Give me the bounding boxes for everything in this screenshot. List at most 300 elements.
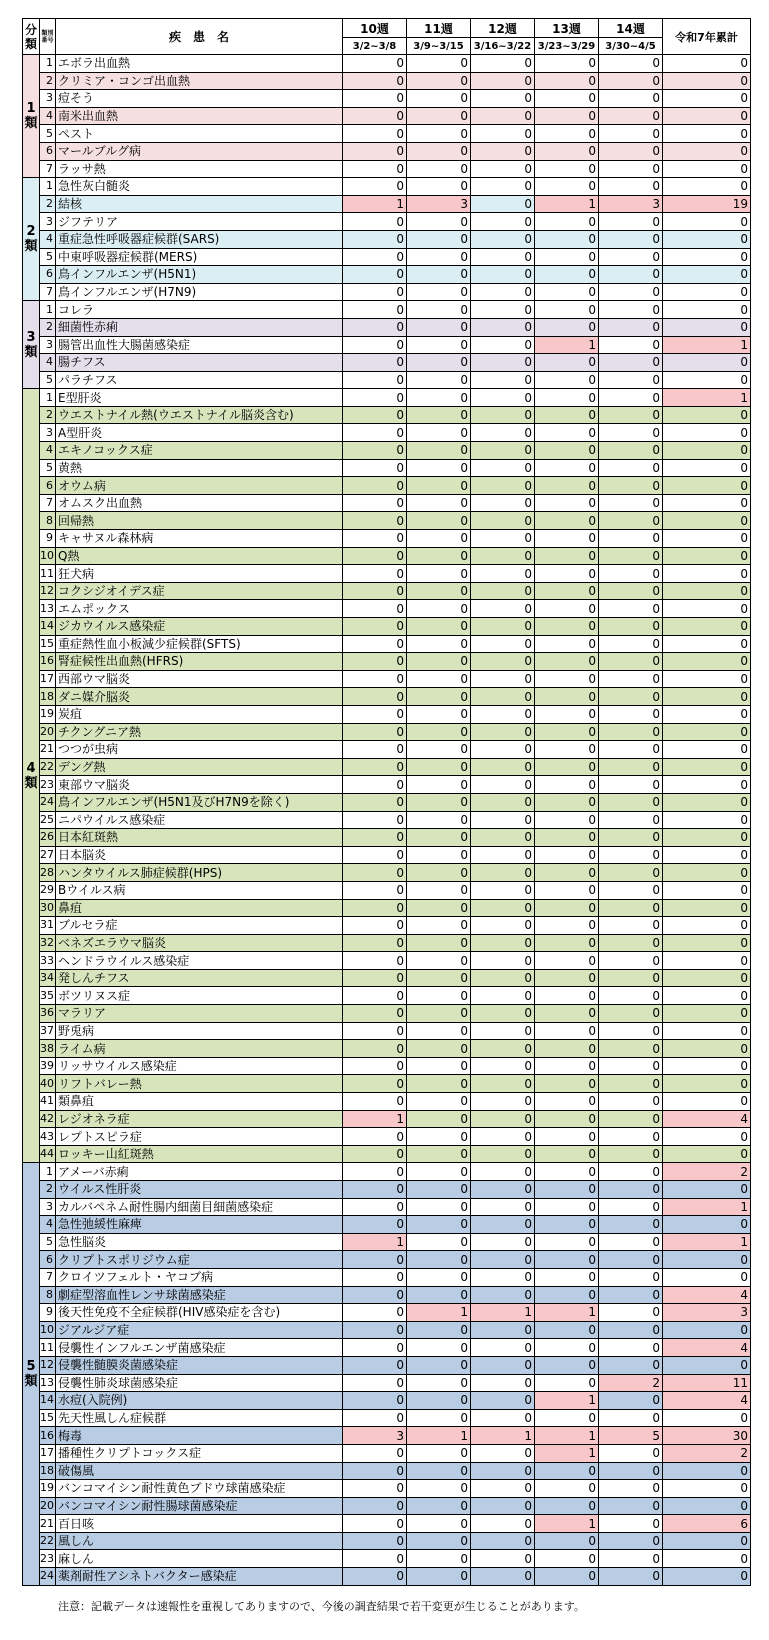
cumulative-total-cell: 0 xyxy=(663,442,751,460)
row-index: 6 xyxy=(40,477,56,495)
row-index: 37 xyxy=(40,1022,56,1040)
row-index: 4 xyxy=(40,230,56,248)
week-count-cell: 0 xyxy=(599,1304,663,1322)
cumulative-total-cell: 0 xyxy=(663,90,751,108)
disease-name: 麻しん xyxy=(56,1550,343,1568)
week-count-cell: 0 xyxy=(471,618,535,636)
week-count-cell: 0 xyxy=(407,354,471,372)
week-count-cell: 0 xyxy=(535,653,599,671)
week-count-cell: 0 xyxy=(535,1268,599,1286)
week-count-cell: 0 xyxy=(407,142,471,160)
week-count-cell: 0 xyxy=(343,1251,407,1269)
row-index: 7 xyxy=(40,1268,56,1286)
week-count-cell: 0 xyxy=(599,178,663,196)
table-row xyxy=(23,1497,751,1515)
table-row xyxy=(23,635,751,653)
week-count-cell: 0 xyxy=(471,952,535,970)
week-count-cell: 0 xyxy=(407,1286,471,1304)
week-count-cell: 0 xyxy=(599,336,663,354)
cumulative-total-cell: 0 xyxy=(663,424,751,442)
week-count-cell: 0 xyxy=(407,688,471,706)
week-count-cell: 0 xyxy=(535,160,599,178)
week-count-cell: 0 xyxy=(407,881,471,899)
row-index: 15 xyxy=(40,1409,56,1427)
row-index: 31 xyxy=(40,917,56,935)
week-count-cell: 0 xyxy=(535,1339,599,1357)
row-index: 25 xyxy=(40,811,56,829)
row-index: 10 xyxy=(40,547,56,565)
cumulative-total-cell: 0 xyxy=(663,741,751,759)
row-index: 23 xyxy=(40,776,56,794)
week-count-cell: 1 xyxy=(407,1427,471,1445)
week-count-cell: 0 xyxy=(599,952,663,970)
week-count-cell: 0 xyxy=(407,1392,471,1410)
cumulative-total-cell: 0 xyxy=(663,1075,751,1093)
week-count-cell: 0 xyxy=(535,125,599,143)
week-count-cell: 0 xyxy=(599,354,663,372)
week-count-cell: 0 xyxy=(599,283,663,301)
week-count-cell: 0 xyxy=(343,301,407,319)
cumulative-total-cell: 0 xyxy=(663,213,751,231)
week-count-cell: 0 xyxy=(407,248,471,266)
week-count-cell: 0 xyxy=(471,389,535,407)
row-index: 5 xyxy=(40,1233,56,1251)
week-count-cell: 0 xyxy=(599,55,663,73)
cumulative-total-cell: 1 xyxy=(663,389,751,407)
week-count-cell: 0 xyxy=(343,336,407,354)
table-row xyxy=(23,1304,751,1322)
disease-name: パラチフス xyxy=(56,371,343,389)
week-count-cell: 0 xyxy=(343,1075,407,1093)
week-count-cell: 0 xyxy=(535,1409,599,1427)
week-count-cell: 0 xyxy=(471,1462,535,1480)
table-row xyxy=(23,1356,751,1374)
week-11-range: 3/9~3/15 xyxy=(407,38,471,55)
week-count-cell: 0 xyxy=(407,969,471,987)
week-count-cell: 0 xyxy=(471,1568,535,1586)
week-count-cell: 0 xyxy=(343,741,407,759)
disease-name: 野兎病 xyxy=(56,1022,343,1040)
week-count-cell: 0 xyxy=(599,670,663,688)
week-count-cell: 0 xyxy=(535,90,599,108)
week-count-cell: 0 xyxy=(471,1286,535,1304)
row-index: 4 xyxy=(40,354,56,372)
row-index: 14 xyxy=(40,618,56,636)
cumulative-total-cell: 0 xyxy=(663,1497,751,1515)
week-count-cell: 0 xyxy=(471,107,535,125)
week-count-cell: 0 xyxy=(599,1005,663,1023)
week-count-cell: 0 xyxy=(535,1145,599,1163)
row-index: 9 xyxy=(40,1304,56,1322)
week-count-cell: 0 xyxy=(471,811,535,829)
cumulative-total-cell: 0 xyxy=(663,1128,751,1146)
week-count-cell: 0 xyxy=(471,723,535,741)
disease-name: 播種性クリプトコックス症 xyxy=(56,1444,343,1462)
disease-name: マラリア xyxy=(56,1005,343,1023)
week-count-cell: 0 xyxy=(599,1110,663,1128)
week-count-cell: 0 xyxy=(535,266,599,284)
week-count-cell: 0 xyxy=(407,600,471,618)
week-count-cell: 0 xyxy=(599,1480,663,1498)
disease-name: 重症熱性血小板減少症候群(SFTS) xyxy=(56,635,343,653)
week-count-cell: 0 xyxy=(535,230,599,248)
week-count-cell: 0 xyxy=(407,1550,471,1568)
week-count-cell: 0 xyxy=(471,864,535,882)
table-row xyxy=(23,1216,751,1234)
week-count-cell: 0 xyxy=(343,90,407,108)
week-count-cell: 0 xyxy=(343,600,407,618)
week-count-cell: 0 xyxy=(407,318,471,336)
table-row xyxy=(23,512,751,530)
week-count-cell: 0 xyxy=(407,1268,471,1286)
disease-name: レジオネラ症 xyxy=(56,1110,343,1128)
row-index: 13 xyxy=(40,1374,56,1392)
week-count-cell: 0 xyxy=(471,741,535,759)
row-index: 16 xyxy=(40,1427,56,1445)
row-index: 8 xyxy=(40,1286,56,1304)
table-row xyxy=(23,477,751,495)
week-count-cell: 0 xyxy=(343,1128,407,1146)
week-count-cell: 0 xyxy=(407,389,471,407)
table-row xyxy=(23,829,751,847)
week-count-cell: 0 xyxy=(535,1022,599,1040)
cumulative-total-cell: 4 xyxy=(663,1110,751,1128)
row-index: 18 xyxy=(40,688,56,706)
week-count-cell: 0 xyxy=(407,1444,471,1462)
week-count-cell: 0 xyxy=(343,1497,407,1515)
week-count-cell: 0 xyxy=(407,793,471,811)
row-index: 42 xyxy=(40,1110,56,1128)
week-count-cell: 0 xyxy=(471,1532,535,1550)
cumulative-total-cell: 0 xyxy=(663,283,751,301)
week-count-cell: 0 xyxy=(471,72,535,90)
week-count-cell: 0 xyxy=(471,1392,535,1410)
week-count-cell: 0 xyxy=(343,1216,407,1234)
week-count-cell: 0 xyxy=(471,829,535,847)
disease-name: 黄熱 xyxy=(56,459,343,477)
category-cell: 4類 xyxy=(23,389,40,1163)
cumulative-total-cell: 0 xyxy=(663,917,751,935)
row-index: 8 xyxy=(40,512,56,530)
week-count-cell: 0 xyxy=(535,1321,599,1339)
cumulative-total-cell: 0 xyxy=(663,952,751,970)
week-count-cell: 0 xyxy=(471,1163,535,1181)
week-count-cell: 0 xyxy=(343,283,407,301)
disease-name: Bウイルス病 xyxy=(56,881,343,899)
row-index: 5 xyxy=(40,125,56,143)
week-count-cell: 0 xyxy=(471,635,535,653)
table-row xyxy=(23,934,751,952)
week-count-cell: 0 xyxy=(535,793,599,811)
week-count-cell: 0 xyxy=(599,530,663,548)
week-count-cell: 0 xyxy=(535,459,599,477)
week-count-cell: 0 xyxy=(471,776,535,794)
week-count-cell: 0 xyxy=(343,1480,407,1498)
week-count-cell: 0 xyxy=(535,670,599,688)
row-index: 12 xyxy=(40,582,56,600)
disease-name: 腎症候性出血熱(HFRS) xyxy=(56,653,343,671)
disease-name: ブルセラ症 xyxy=(56,917,343,935)
week-count-cell: 0 xyxy=(535,442,599,460)
week-count-cell: 0 xyxy=(599,318,663,336)
disease-name: ロッキー山紅斑熱 xyxy=(56,1145,343,1163)
disease-name: E型肝炎 xyxy=(56,389,343,407)
disease-name: ウイルス性肝炎 xyxy=(56,1181,343,1199)
week-count-cell: 0 xyxy=(407,1093,471,1111)
week-count-cell: 0 xyxy=(407,477,471,495)
week-count-cell: 0 xyxy=(535,864,599,882)
week-count-cell: 0 xyxy=(535,600,599,618)
week-count-cell: 0 xyxy=(343,1392,407,1410)
week-count-cell: 0 xyxy=(599,1268,663,1286)
disease-name: 侵襲性インフルエンザ菌感染症 xyxy=(56,1339,343,1357)
week-count-cell: 0 xyxy=(407,1497,471,1515)
week-count-cell: 0 xyxy=(343,1339,407,1357)
week-count-cell: 0 xyxy=(535,107,599,125)
disease-report-table xyxy=(22,18,751,1586)
disease-name: クリプトスポリジウム症 xyxy=(56,1251,343,1269)
disease-name: ジアルジア症 xyxy=(56,1321,343,1339)
week-count-cell: 0 xyxy=(407,547,471,565)
disease-name: 梅毒 xyxy=(56,1427,343,1445)
week-count-cell: 0 xyxy=(599,776,663,794)
week-count-cell: 0 xyxy=(407,565,471,583)
row-index: 24 xyxy=(40,793,56,811)
week-count-cell: 0 xyxy=(599,917,663,935)
week-count-cell: 0 xyxy=(471,1110,535,1128)
week-count-cell: 0 xyxy=(343,1163,407,1181)
week-count-cell: 0 xyxy=(471,1374,535,1392)
cumulative-total-cell: 2 xyxy=(663,1444,751,1462)
table-row xyxy=(23,1057,751,1075)
week-count-cell: 0 xyxy=(535,1374,599,1392)
week-count-cell: 0 xyxy=(599,1392,663,1410)
week-count-cell: 0 xyxy=(471,318,535,336)
disease-name: ダニ媒介脳炎 xyxy=(56,688,343,706)
week-count-cell: 0 xyxy=(599,881,663,899)
week-count-cell: 0 xyxy=(407,811,471,829)
disease-name: 中東呼吸器症候群(MERS) xyxy=(56,248,343,266)
week-count-cell: 0 xyxy=(471,55,535,73)
week-count-cell: 0 xyxy=(471,1356,535,1374)
cumulative-total-cell: 0 xyxy=(663,1145,751,1163)
week-count-cell: 0 xyxy=(535,582,599,600)
week-10-header: 10週 xyxy=(343,19,407,38)
row-index: 11 xyxy=(40,565,56,583)
table-row xyxy=(23,1515,751,1533)
cumulative-total-cell: 0 xyxy=(663,618,751,636)
week-count-cell: 0 xyxy=(407,1040,471,1058)
week-count-cell: 0 xyxy=(343,635,407,653)
row-index: 6 xyxy=(40,142,56,160)
row-index: 30 xyxy=(40,899,56,917)
table-row xyxy=(23,846,751,864)
row-index: 17 xyxy=(40,670,56,688)
week-count-cell: 0 xyxy=(471,1497,535,1515)
table-row xyxy=(23,1040,751,1058)
week-count-cell: 0 xyxy=(599,758,663,776)
week-count-cell: 0 xyxy=(599,1057,663,1075)
week-count-cell: 0 xyxy=(535,547,599,565)
cumulative-total-cell: 0 xyxy=(663,758,751,776)
week-count-cell: 1 xyxy=(471,1427,535,1445)
week-count-cell: 0 xyxy=(599,600,663,618)
week-count-cell: 0 xyxy=(599,424,663,442)
week-count-cell: 0 xyxy=(535,248,599,266)
week-count-cell: 0 xyxy=(343,670,407,688)
week-count-cell: 0 xyxy=(599,1462,663,1480)
week-count-cell: 0 xyxy=(599,1409,663,1427)
week-count-cell: 1 xyxy=(343,1110,407,1128)
disease-name: マールブルグ病 xyxy=(56,142,343,160)
week-count-cell: 0 xyxy=(343,1198,407,1216)
week-count-cell: 0 xyxy=(599,512,663,530)
week-count-cell: 0 xyxy=(599,494,663,512)
row-index: 40 xyxy=(40,1075,56,1093)
week-count-cell: 0 xyxy=(343,811,407,829)
week-count-cell: 0 xyxy=(343,512,407,530)
disease-name: 鳥インフルエンザ(H7N9) xyxy=(56,283,343,301)
week-count-cell: 0 xyxy=(343,371,407,389)
week-count-cell: 0 xyxy=(535,55,599,73)
table-row xyxy=(23,266,751,284)
week-count-cell: 0 xyxy=(471,90,535,108)
cumulative-total-cell: 0 xyxy=(663,107,751,125)
table-row xyxy=(23,90,751,108)
week-count-cell: 0 xyxy=(535,934,599,952)
row-index: 3 xyxy=(40,213,56,231)
week-count-cell: 0 xyxy=(343,952,407,970)
disease-name: 回帰熱 xyxy=(56,512,343,530)
week-count-cell: 0 xyxy=(343,899,407,917)
week-count-cell: 0 xyxy=(471,670,535,688)
row-index: 36 xyxy=(40,1005,56,1023)
table-row xyxy=(23,459,751,477)
table-row xyxy=(23,758,751,776)
row-index: 26 xyxy=(40,829,56,847)
week-count-cell: 0 xyxy=(535,1251,599,1269)
row-index: 19 xyxy=(40,1480,56,1498)
cumulative-total-cell: 0 xyxy=(663,1093,751,1111)
week-count-cell: 0 xyxy=(599,705,663,723)
week-count-cell: 0 xyxy=(471,178,535,196)
row-index: 24 xyxy=(40,1568,56,1586)
week-count-cell: 0 xyxy=(471,1022,535,1040)
cumulative-total-cell: 0 xyxy=(663,811,751,829)
table-row xyxy=(23,1005,751,1023)
week-count-cell: 0 xyxy=(471,230,535,248)
week-count-cell: 0 xyxy=(599,1022,663,1040)
table-row xyxy=(23,371,751,389)
week-count-cell: 0 xyxy=(471,1480,535,1498)
week-count-cell: 0 xyxy=(471,969,535,987)
week-count-cell: 0 xyxy=(535,1233,599,1251)
week-13-header: 13週 xyxy=(535,19,599,38)
row-index: 7 xyxy=(40,283,56,301)
footnote: 注意：記載データは速報性を重視してありますので、今後の調査結果で若干変更が生じることがあります。 xyxy=(58,1600,585,1613)
cumulative-total-cell: 0 xyxy=(663,793,751,811)
week-count-cell: 0 xyxy=(599,1515,663,1533)
week-count-cell: 0 xyxy=(343,178,407,196)
cumulative-total-cell: 0 xyxy=(663,723,751,741)
week-count-cell: 0 xyxy=(599,125,663,143)
week-count-cell: 0 xyxy=(599,1040,663,1058)
week-count-cell: 0 xyxy=(343,125,407,143)
row-index: 34 xyxy=(40,969,56,987)
week-count-cell: 0 xyxy=(599,1198,663,1216)
week-count-cell: 0 xyxy=(599,688,663,706)
week-count-cell: 0 xyxy=(599,213,663,231)
week-count-cell: 0 xyxy=(407,1321,471,1339)
table-row xyxy=(23,318,751,336)
week-count-cell: 0 xyxy=(471,1128,535,1146)
disease-name: ジフテリア xyxy=(56,213,343,231)
disease-name: オムスク出血熱 xyxy=(56,494,343,512)
table-row xyxy=(23,195,751,213)
table-body xyxy=(23,55,751,1586)
week-count-cell: 0 xyxy=(599,1163,663,1181)
week-count-cell: 0 xyxy=(471,1550,535,1568)
week-count-cell: 0 xyxy=(599,934,663,952)
disease-name: 侵襲性髄膜炎菌感染症 xyxy=(56,1356,343,1374)
week-count-cell: 0 xyxy=(343,1409,407,1427)
week-count-cell: 0 xyxy=(407,864,471,882)
disease-name: 侵襲性肺炎球菌感染症 xyxy=(56,1374,343,1392)
week-count-cell: 0 xyxy=(471,1321,535,1339)
disease-name: リッサウイルス感染症 xyxy=(56,1057,343,1075)
cumulative-total-cell: 0 xyxy=(663,1216,751,1234)
disease-name: バンコマイシン耐性腸球菌感染症 xyxy=(56,1497,343,1515)
cumulative-total-cell: 0 xyxy=(663,987,751,1005)
week-count-cell: 0 xyxy=(343,1532,407,1550)
row-index: 7 xyxy=(40,494,56,512)
week-count-cell: 0 xyxy=(343,776,407,794)
cumulative-total-cell: 1 xyxy=(663,1233,751,1251)
week-count-cell: 0 xyxy=(407,776,471,794)
disease-name: ヘンドラウイルス感染症 xyxy=(56,952,343,970)
row-index: 3 xyxy=(40,90,56,108)
week-count-cell: 0 xyxy=(407,371,471,389)
week-count-cell: 0 xyxy=(471,142,535,160)
week-count-cell: 0 xyxy=(535,371,599,389)
week-count-cell: 0 xyxy=(343,723,407,741)
week-14-header: 14週 xyxy=(599,19,663,38)
week-count-cell: 0 xyxy=(535,723,599,741)
week-count-cell: 0 xyxy=(599,829,663,847)
week-count-cell: 0 xyxy=(599,459,663,477)
week-count-cell: 0 xyxy=(471,1409,535,1427)
week-count-cell: 0 xyxy=(471,266,535,284)
week-count-cell: 0 xyxy=(535,1532,599,1550)
week-count-cell: 0 xyxy=(471,477,535,495)
week-count-cell: 0 xyxy=(535,494,599,512)
week-count-cell: 0 xyxy=(471,917,535,935)
disease-name: 劇症型溶血性レンサ球菌感染症 xyxy=(56,1286,343,1304)
week-count-cell: 0 xyxy=(407,1216,471,1234)
week-count-cell: 0 xyxy=(407,1057,471,1075)
table-row xyxy=(23,1093,751,1111)
week-count-cell: 0 xyxy=(343,318,407,336)
table-row xyxy=(23,1251,751,1269)
week-12-header: 12週 xyxy=(471,19,535,38)
table-row xyxy=(23,406,751,424)
week-count-cell: 0 xyxy=(407,107,471,125)
disease-name: ウエストナイル熱(ウエストナイル脳炎含む) xyxy=(56,406,343,424)
disease-name: 類鼻疽 xyxy=(56,1093,343,1111)
week-count-cell: 0 xyxy=(407,90,471,108)
row-index: 22 xyxy=(40,758,56,776)
disease-name: 日本脳炎 xyxy=(56,846,343,864)
